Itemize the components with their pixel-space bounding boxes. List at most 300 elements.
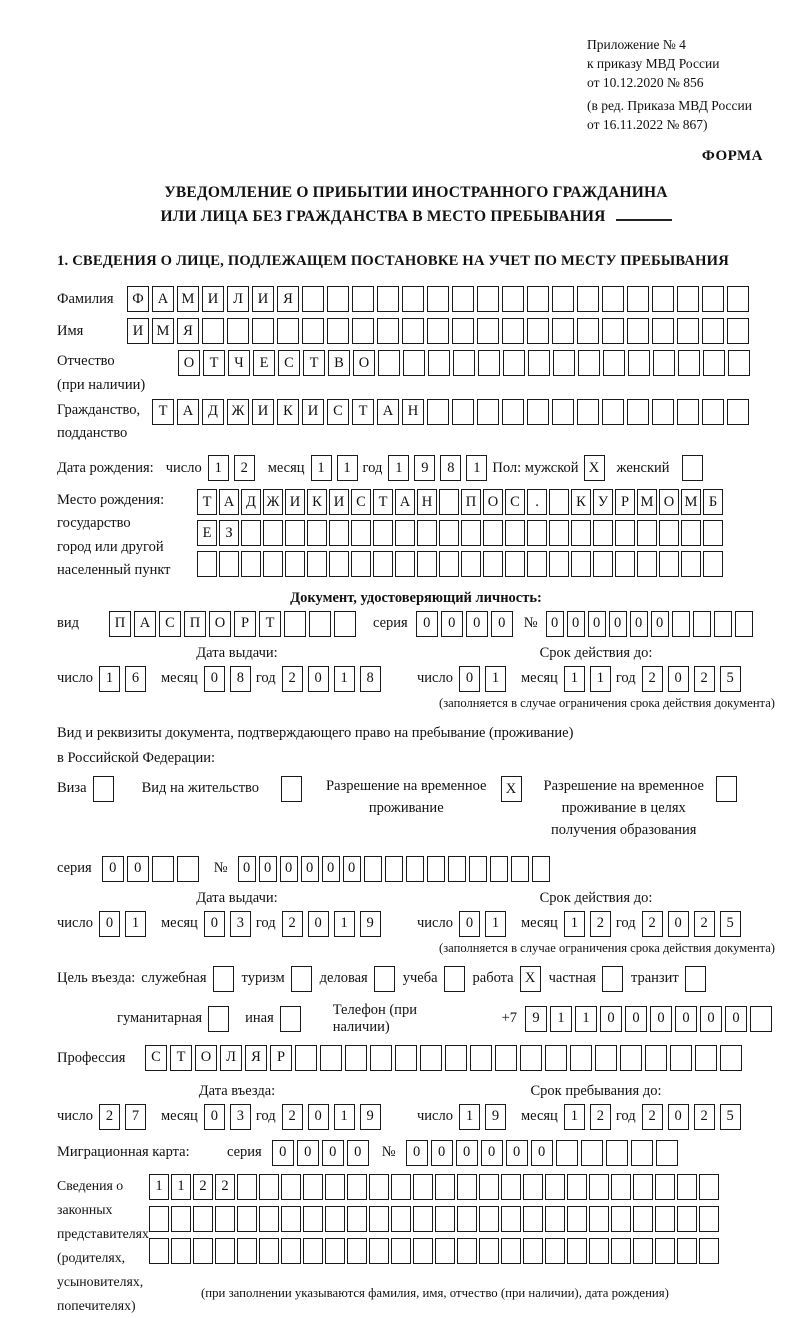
char-cell[interactable]: 0 xyxy=(567,611,585,637)
sex-male-checkbox[interactable]: X xyxy=(584,455,605,481)
char-cell[interactable] xyxy=(549,520,569,546)
char-cell[interactable] xyxy=(263,551,283,577)
char-cell[interactable] xyxy=(478,350,500,376)
char-cell[interactable] xyxy=(435,1238,455,1264)
char-cell[interactable]: 3 xyxy=(230,1104,251,1130)
char-cell[interactable]: 9 xyxy=(360,911,381,937)
char-cell[interactable] xyxy=(215,1238,235,1264)
char-cell[interactable] xyxy=(334,611,356,637)
char-cell[interactable]: Е xyxy=(197,520,217,546)
char-cell[interactable]: 0 xyxy=(102,856,124,882)
char-cell[interactable] xyxy=(461,551,481,577)
char-cell[interactable] xyxy=(469,856,487,882)
char-cell[interactable]: И xyxy=(285,489,305,515)
char-cell[interactable] xyxy=(727,399,749,425)
char-cell[interactable]: 0 xyxy=(668,911,689,937)
char-cell[interactable] xyxy=(403,350,425,376)
official-checkbox[interactable] xyxy=(213,966,234,992)
char-cell[interactable] xyxy=(527,551,547,577)
char-cell[interactable] xyxy=(171,1206,191,1232)
char-cell[interactable]: 0 xyxy=(609,611,627,637)
tourism-checkbox[interactable] xyxy=(291,966,312,992)
char-cell[interactable] xyxy=(479,1206,499,1232)
char-cell[interactable]: 2 xyxy=(282,911,303,937)
char-cell[interactable]: 6 xyxy=(125,666,146,692)
char-cell[interactable]: 0 xyxy=(272,1140,294,1166)
char-cell[interactable]: Б xyxy=(703,489,723,515)
char-cell[interactable]: 1 xyxy=(388,455,409,481)
char-cell[interactable] xyxy=(750,1006,772,1032)
char-cell[interactable] xyxy=(427,399,449,425)
char-cell[interactable] xyxy=(281,1238,301,1264)
char-cell[interactable]: 0 xyxy=(441,611,463,637)
char-cell[interactable] xyxy=(593,551,613,577)
char-cell[interactable] xyxy=(703,520,723,546)
char-cell[interactable] xyxy=(351,551,371,577)
char-cell[interactable]: Т xyxy=(373,489,393,515)
char-cell[interactable]: П xyxy=(461,489,481,515)
char-cell[interactable] xyxy=(302,286,324,312)
char-cell[interactable]: Т xyxy=(170,1045,192,1071)
char-cell[interactable]: 0 xyxy=(625,1006,647,1032)
char-cell[interactable] xyxy=(699,1174,719,1200)
char-cell[interactable] xyxy=(527,318,549,344)
char-cell[interactable] xyxy=(470,1045,492,1071)
char-cell[interactable] xyxy=(452,286,474,312)
char-cell[interactable] xyxy=(577,399,599,425)
char-cell[interactable] xyxy=(571,551,591,577)
char-cell[interactable]: А xyxy=(219,489,239,515)
char-cell[interactable] xyxy=(284,611,306,637)
char-cell[interactable] xyxy=(452,318,474,344)
char-cell[interactable] xyxy=(479,1174,499,1200)
char-cell[interactable]: П xyxy=(184,611,206,637)
char-cell[interactable] xyxy=(695,1045,717,1071)
char-cell[interactable] xyxy=(527,286,549,312)
char-cell[interactable]: О xyxy=(353,350,375,376)
char-cell[interactable] xyxy=(528,350,550,376)
char-cell[interactable]: 1 xyxy=(564,666,585,692)
char-cell[interactable] xyxy=(435,1174,455,1200)
char-cell[interactable] xyxy=(369,1238,389,1264)
char-cell[interactable]: Ж xyxy=(227,399,249,425)
char-cell[interactable] xyxy=(602,286,624,312)
char-cell[interactable] xyxy=(577,318,599,344)
char-cell[interactable] xyxy=(177,856,199,882)
char-cell[interactable] xyxy=(677,1238,697,1264)
char-cell[interactable] xyxy=(303,1238,323,1264)
char-cell[interactable] xyxy=(549,551,569,577)
char-cell[interactable]: О xyxy=(659,489,679,515)
char-cell[interactable] xyxy=(347,1174,367,1200)
char-cell[interactable] xyxy=(655,1206,675,1232)
char-cell[interactable] xyxy=(215,1206,235,1232)
char-cell[interactable] xyxy=(448,856,466,882)
char-cell[interactable] xyxy=(237,1238,257,1264)
char-cell[interactable] xyxy=(567,1174,587,1200)
char-cell[interactable]: Т xyxy=(203,350,225,376)
char-cell[interactable] xyxy=(703,551,723,577)
char-cell[interactable]: 0 xyxy=(259,856,277,882)
char-cell[interactable] xyxy=(395,1045,417,1071)
char-cell[interactable] xyxy=(241,551,261,577)
char-cell[interactable] xyxy=(302,318,324,344)
char-cell[interactable]: 2 xyxy=(282,1104,303,1130)
char-cell[interactable] xyxy=(727,318,749,344)
char-cell[interactable] xyxy=(532,856,550,882)
char-cell[interactable]: 9 xyxy=(414,455,435,481)
char-cell[interactable] xyxy=(477,318,499,344)
char-cell[interactable] xyxy=(589,1238,609,1264)
char-cell[interactable] xyxy=(556,1140,578,1166)
char-cell[interactable] xyxy=(435,1206,455,1232)
char-cell[interactable] xyxy=(461,520,481,546)
char-cell[interactable] xyxy=(364,856,382,882)
char-cell[interactable]: О xyxy=(178,350,200,376)
char-cell[interactable]: 2 xyxy=(193,1174,213,1200)
residence-permit-checkbox[interactable] xyxy=(281,776,302,802)
char-cell[interactable]: 9 xyxy=(360,1104,381,1130)
char-cell[interactable] xyxy=(545,1045,567,1071)
char-cell[interactable]: Д xyxy=(241,489,261,515)
char-cell[interactable] xyxy=(615,551,635,577)
char-cell[interactable]: А xyxy=(377,399,399,425)
char-cell[interactable]: А xyxy=(395,489,415,515)
char-cell[interactable] xyxy=(637,520,657,546)
char-cell[interactable]: Н xyxy=(417,489,437,515)
sex-female-checkbox[interactable] xyxy=(682,455,703,481)
char-cell[interactable]: У xyxy=(593,489,613,515)
char-cell[interactable] xyxy=(325,1238,345,1264)
char-cell[interactable]: 2 xyxy=(642,911,663,937)
char-cell[interactable]: 0 xyxy=(481,1140,503,1166)
char-cell[interactable] xyxy=(655,1174,675,1200)
char-cell[interactable] xyxy=(345,1045,367,1071)
char-cell[interactable]: 8 xyxy=(360,666,381,692)
char-cell[interactable]: Я xyxy=(177,318,199,344)
char-cell[interactable]: 1 xyxy=(334,1104,355,1130)
char-cell[interactable]: К xyxy=(571,489,591,515)
char-cell[interactable]: 1 xyxy=(564,1104,585,1130)
char-cell[interactable] xyxy=(385,856,403,882)
char-cell[interactable] xyxy=(735,611,753,637)
char-cell[interactable] xyxy=(285,551,305,577)
business-checkbox[interactable] xyxy=(374,966,395,992)
char-cell[interactable] xyxy=(237,1206,257,1232)
char-cell[interactable] xyxy=(457,1238,477,1264)
char-cell[interactable] xyxy=(370,1045,392,1071)
char-cell[interactable] xyxy=(281,1206,301,1232)
char-cell[interactable] xyxy=(549,489,569,515)
char-cell[interactable]: М xyxy=(637,489,657,515)
char-cell[interactable] xyxy=(659,520,679,546)
char-cell[interactable]: 0 xyxy=(204,666,225,692)
char-cell[interactable] xyxy=(193,1238,213,1264)
char-cell[interactable]: 9 xyxy=(525,1006,547,1032)
char-cell[interactable]: 0 xyxy=(204,911,225,937)
char-cell[interactable] xyxy=(259,1238,279,1264)
char-cell[interactable] xyxy=(611,1206,631,1232)
char-cell[interactable] xyxy=(581,1140,603,1166)
char-cell[interactable] xyxy=(653,350,675,376)
char-cell[interactable] xyxy=(571,520,591,546)
char-cell[interactable] xyxy=(720,1045,742,1071)
char-cell[interactable]: 1 xyxy=(459,1104,480,1130)
char-cell[interactable]: 2 xyxy=(590,1104,611,1130)
char-cell[interactable] xyxy=(193,1206,213,1232)
char-cell[interactable] xyxy=(677,399,699,425)
char-cell[interactable] xyxy=(553,350,575,376)
char-cell[interactable]: 0 xyxy=(343,856,361,882)
char-cell[interactable]: 0 xyxy=(466,611,488,637)
char-cell[interactable] xyxy=(501,1238,521,1264)
char-cell[interactable] xyxy=(552,318,574,344)
char-cell[interactable]: М xyxy=(177,286,199,312)
char-cell[interactable]: Т xyxy=(197,489,217,515)
char-cell[interactable] xyxy=(325,1206,345,1232)
char-cell[interactable] xyxy=(479,1238,499,1264)
char-cell[interactable]: 2 xyxy=(215,1174,235,1200)
char-cell[interactable] xyxy=(352,318,374,344)
char-cell[interactable] xyxy=(545,1174,565,1200)
char-cell[interactable] xyxy=(427,286,449,312)
other-checkbox[interactable] xyxy=(280,1006,301,1032)
char-cell[interactable]: С xyxy=(159,611,181,637)
char-cell[interactable] xyxy=(373,551,393,577)
char-cell[interactable]: 1 xyxy=(485,666,506,692)
char-cell[interactable] xyxy=(420,1045,442,1071)
char-cell[interactable] xyxy=(702,318,724,344)
char-cell[interactable] xyxy=(501,1174,521,1200)
char-cell[interactable] xyxy=(171,1238,191,1264)
char-cell[interactable] xyxy=(417,520,437,546)
char-cell[interactable] xyxy=(413,1174,433,1200)
char-cell[interactable]: 0 xyxy=(650,1006,672,1032)
char-cell[interactable]: 0 xyxy=(308,1104,329,1130)
char-cell[interactable] xyxy=(377,286,399,312)
char-cell[interactable]: 2 xyxy=(642,666,663,692)
char-cell[interactable] xyxy=(523,1206,543,1232)
char-cell[interactable]: 8 xyxy=(440,455,461,481)
char-cell[interactable]: 1 xyxy=(334,911,355,937)
char-cell[interactable] xyxy=(402,286,424,312)
char-cell[interactable] xyxy=(637,551,657,577)
char-cell[interactable] xyxy=(589,1174,609,1200)
char-cell[interactable]: А xyxy=(152,286,174,312)
char-cell[interactable] xyxy=(677,286,699,312)
char-cell[interactable]: М xyxy=(681,489,701,515)
char-cell[interactable]: С xyxy=(327,399,349,425)
char-cell[interactable] xyxy=(652,318,674,344)
char-cell[interactable] xyxy=(483,551,503,577)
char-cell[interactable] xyxy=(611,1238,631,1264)
char-cell[interactable] xyxy=(259,1174,279,1200)
char-cell[interactable] xyxy=(378,350,400,376)
char-cell[interactable] xyxy=(219,551,239,577)
char-cell[interactable] xyxy=(527,399,549,425)
char-cell[interactable] xyxy=(627,318,649,344)
char-cell[interactable]: 0 xyxy=(630,611,648,637)
char-cell[interactable] xyxy=(702,286,724,312)
char-cell[interactable]: О xyxy=(209,611,231,637)
char-cell[interactable] xyxy=(445,1045,467,1071)
char-cell[interactable] xyxy=(149,1238,169,1264)
char-cell[interactable] xyxy=(327,318,349,344)
transit-checkbox[interactable] xyxy=(685,966,706,992)
char-cell[interactable] xyxy=(505,520,525,546)
char-cell[interactable] xyxy=(373,520,393,546)
char-cell[interactable] xyxy=(352,286,374,312)
char-cell[interactable] xyxy=(678,350,700,376)
char-cell[interactable]: И xyxy=(329,489,349,515)
char-cell[interactable]: 0 xyxy=(431,1140,453,1166)
char-cell[interactable] xyxy=(347,1238,367,1264)
char-cell[interactable] xyxy=(545,1238,565,1264)
char-cell[interactable] xyxy=(197,551,217,577)
char-cell[interactable] xyxy=(325,1174,345,1200)
char-cell[interactable]: 1 xyxy=(485,911,506,937)
char-cell[interactable]: 0 xyxy=(456,1140,478,1166)
char-cell[interactable] xyxy=(237,1174,257,1200)
char-cell[interactable]: 0 xyxy=(459,666,480,692)
char-cell[interactable]: 1 xyxy=(334,666,355,692)
visa-checkbox[interactable] xyxy=(93,776,114,802)
char-cell[interactable]: Р xyxy=(270,1045,292,1071)
char-cell[interactable] xyxy=(659,551,679,577)
char-cell[interactable] xyxy=(545,1206,565,1232)
char-cell[interactable] xyxy=(285,520,305,546)
char-cell[interactable]: 7 xyxy=(125,1104,146,1130)
char-cell[interactable] xyxy=(227,318,249,344)
char-cell[interactable]: 1 xyxy=(575,1006,597,1032)
char-cell[interactable]: Т xyxy=(303,350,325,376)
char-cell[interactable]: 5 xyxy=(720,911,741,937)
char-cell[interactable]: П xyxy=(109,611,131,637)
char-cell[interactable]: Я xyxy=(245,1045,267,1071)
char-cell[interactable] xyxy=(347,1206,367,1232)
char-cell[interactable] xyxy=(699,1206,719,1232)
char-cell[interactable] xyxy=(567,1206,587,1232)
char-cell[interactable]: 0 xyxy=(416,611,438,637)
char-cell[interactable] xyxy=(427,856,445,882)
char-cell[interactable]: И xyxy=(127,318,149,344)
char-cell[interactable] xyxy=(523,1174,543,1200)
char-cell[interactable] xyxy=(307,551,327,577)
char-cell[interactable] xyxy=(369,1206,389,1232)
char-cell[interactable]: 2 xyxy=(234,455,255,481)
char-cell[interactable] xyxy=(520,1045,542,1071)
char-cell[interactable]: 0 xyxy=(308,666,329,692)
char-cell[interactable] xyxy=(309,611,331,637)
char-cell[interactable] xyxy=(628,350,650,376)
char-cell[interactable] xyxy=(483,520,503,546)
char-cell[interactable]: 1 xyxy=(550,1006,572,1032)
char-cell[interactable]: 0 xyxy=(546,611,564,637)
char-cell[interactable]: Ж xyxy=(263,489,283,515)
char-cell[interactable] xyxy=(307,520,327,546)
work-checkbox[interactable]: X xyxy=(520,966,541,992)
char-cell[interactable] xyxy=(527,520,547,546)
char-cell[interactable] xyxy=(633,1206,653,1232)
char-cell[interactable] xyxy=(677,1174,697,1200)
char-cell[interactable]: 0 xyxy=(700,1006,722,1032)
char-cell[interactable] xyxy=(570,1045,592,1071)
char-cell[interactable]: 1 xyxy=(171,1174,191,1200)
char-cell[interactable] xyxy=(633,1174,653,1200)
char-cell[interactable]: С xyxy=(351,489,371,515)
char-cell[interactable] xyxy=(633,1238,653,1264)
char-cell[interactable]: 0 xyxy=(297,1140,319,1166)
char-cell[interactable] xyxy=(503,350,525,376)
char-cell[interactable]: 1 xyxy=(149,1174,169,1200)
char-cell[interactable]: Ф xyxy=(127,286,149,312)
char-cell[interactable] xyxy=(593,520,613,546)
char-cell[interactable]: К xyxy=(277,399,299,425)
char-cell[interactable]: 2 xyxy=(694,666,715,692)
char-cell[interactable] xyxy=(672,611,690,637)
char-cell[interactable] xyxy=(452,399,474,425)
char-cell[interactable] xyxy=(351,520,371,546)
char-cell[interactable]: 2 xyxy=(99,1104,120,1130)
char-cell[interactable] xyxy=(439,489,459,515)
char-cell[interactable]: О xyxy=(195,1045,217,1071)
char-cell[interactable] xyxy=(413,1238,433,1264)
char-cell[interactable] xyxy=(241,520,261,546)
char-cell[interactable]: Ч xyxy=(228,350,250,376)
char-cell[interactable]: 0 xyxy=(668,666,689,692)
char-cell[interactable] xyxy=(703,350,725,376)
char-cell[interactable] xyxy=(277,318,299,344)
char-cell[interactable]: 0 xyxy=(531,1140,553,1166)
char-cell[interactable]: Л xyxy=(227,286,249,312)
char-cell[interactable]: 8 xyxy=(230,666,251,692)
char-cell[interactable]: 2 xyxy=(590,911,611,937)
char-cell[interactable] xyxy=(439,520,459,546)
char-cell[interactable] xyxy=(602,318,624,344)
char-cell[interactable] xyxy=(457,1174,477,1200)
char-cell[interactable]: Т xyxy=(352,399,374,425)
char-cell[interactable]: 5 xyxy=(720,1104,741,1130)
char-cell[interactable]: С xyxy=(505,489,525,515)
char-cell[interactable]: Т xyxy=(152,399,174,425)
char-cell[interactable] xyxy=(652,286,674,312)
char-cell[interactable] xyxy=(652,399,674,425)
char-cell[interactable]: 0 xyxy=(301,856,319,882)
char-cell[interactable] xyxy=(320,1045,342,1071)
char-cell[interactable]: 0 xyxy=(406,1140,428,1166)
char-cell[interactable] xyxy=(502,318,524,344)
char-cell[interactable]: 0 xyxy=(459,911,480,937)
char-cell[interactable]: 0 xyxy=(322,1140,344,1166)
char-cell[interactable]: И xyxy=(252,286,274,312)
char-cell[interactable]: 2 xyxy=(642,1104,663,1130)
char-cell[interactable] xyxy=(681,551,701,577)
char-cell[interactable] xyxy=(439,551,459,577)
char-cell[interactable] xyxy=(413,1206,433,1232)
char-cell[interactable]: Р xyxy=(615,489,635,515)
char-cell[interactable] xyxy=(611,1174,631,1200)
char-cell[interactable]: 0 xyxy=(99,911,120,937)
char-cell[interactable]: К xyxy=(307,489,327,515)
char-cell[interactable] xyxy=(369,1174,389,1200)
char-cell[interactable] xyxy=(606,1140,628,1166)
char-cell[interactable] xyxy=(567,1238,587,1264)
char-cell[interactable] xyxy=(502,286,524,312)
char-cell[interactable]: 2 xyxy=(282,666,303,692)
char-cell[interactable]: 1 xyxy=(311,455,332,481)
char-cell[interactable] xyxy=(406,856,424,882)
char-cell[interactable]: 9 xyxy=(485,1104,506,1130)
